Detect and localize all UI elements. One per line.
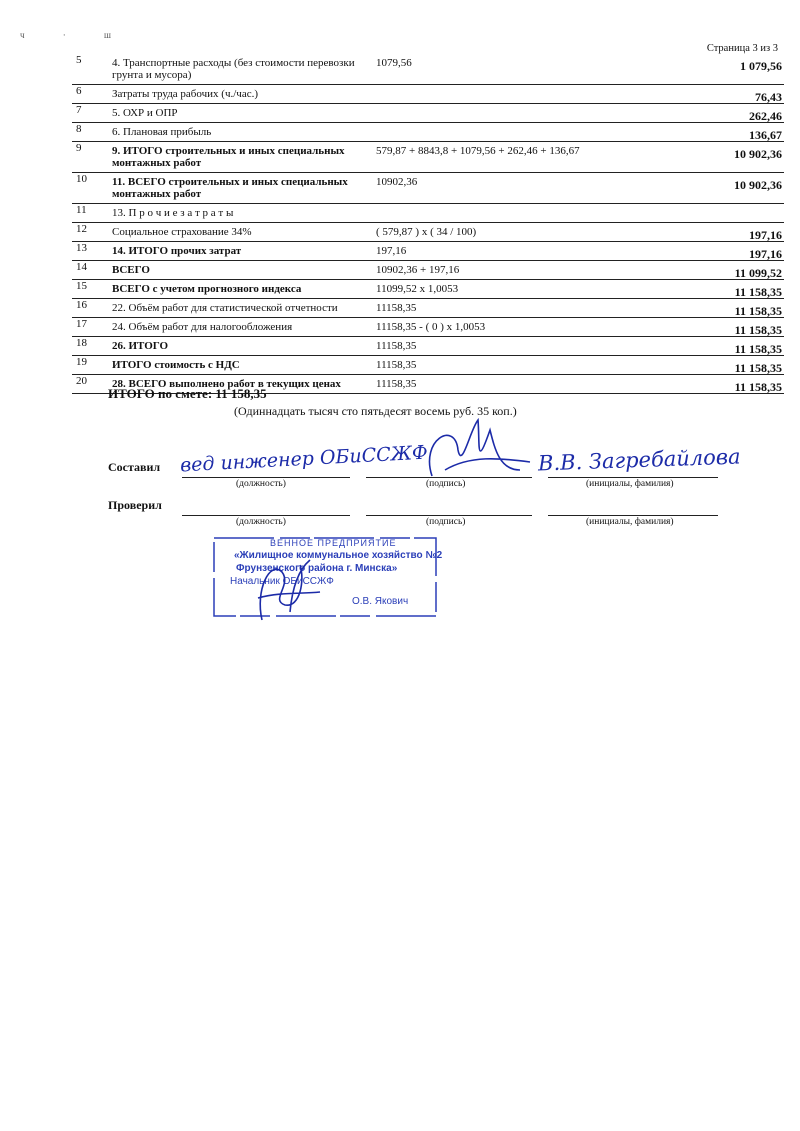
row-number: 13 — [72, 242, 112, 261]
row-value: 11 158,35 — [608, 299, 784, 318]
row-number: 20 — [72, 375, 112, 394]
row-number: 16 — [72, 299, 112, 318]
row-number: 10 — [72, 173, 112, 204]
row-value: 11 158,35 — [608, 280, 784, 299]
row-formula: 11158,35 — [376, 375, 608, 394]
row-name: 22. Объём работ для статистической отчетности — [112, 299, 376, 318]
signature-caption: (подпись) — [426, 479, 466, 489]
row-value: 76,43 — [608, 85, 784, 104]
row-number: 5 — [72, 54, 112, 85]
row-formula: 1079,56 — [376, 54, 608, 85]
stamp-line-5: О.В. Якович — [352, 596, 409, 607]
row-name: 24. Объём работ для налогообложения — [112, 318, 376, 337]
row-value: 11 158,35 — [608, 337, 784, 356]
row-name: Социальное страхование 34% — [112, 223, 376, 242]
row-value: 11 158,35 — [608, 356, 784, 375]
row-name: ИТОГО стоимость с НДС — [112, 356, 376, 375]
handwritten-position: вед инженер ОБиССЖФ — [179, 441, 429, 477]
position-caption: (должность) — [236, 517, 286, 527]
row-formula: 10902,36 + 197,16 — [376, 261, 608, 280]
row-value: 11 158,35 — [608, 318, 784, 337]
name-caption: (инициалы, фамилия) — [586, 517, 674, 527]
stamp-line-1: ВЕННОЕ ПРЕДПРИЯТИЕ — [270, 538, 397, 548]
row-number: 19 — [72, 356, 112, 375]
row-number: 14 — [72, 261, 112, 280]
compiled-signature-scribble — [430, 420, 530, 476]
stamp-line-3: Фрунзенского района г. Минска» — [236, 563, 398, 574]
estimate-total: ИТОГО по смете: 11 158,35 — [108, 386, 267, 401]
row-value: 262,46 — [608, 104, 784, 123]
row-value: 10 902,36 — [608, 173, 784, 204]
row-number: 12 — [72, 223, 112, 242]
row-number: 15 — [72, 280, 112, 299]
row-number: 9 — [72, 142, 112, 173]
checked-signature-scribble — [258, 560, 320, 620]
page-number: Страница 3 из 3 — [706, 43, 778, 54]
stamp-line-4: Начальник ОБиССЖФ — [230, 576, 334, 587]
row-name: ВСЕГО с учетом прогнозного индекса — [112, 280, 376, 299]
row-number: 18 — [72, 337, 112, 356]
row-formula: 11158,35 — [376, 337, 608, 356]
row-name: 11. ВСЕГО строительных и иных специальных монтажных работ — [112, 173, 376, 204]
row-name: 13. П р о ч и е з а т р а т ы — [112, 204, 376, 223]
row-formula: 11158,35 — [376, 356, 608, 375]
row-formula: 11099,52 x 1,0053 — [376, 280, 608, 299]
row-name: 9. ИТОГО строительных и иных специальных монтажных работ — [112, 142, 376, 173]
handwritten-name: В.В. Загребайлова — [537, 444, 741, 476]
row-name: 6. Плановая прибыль — [112, 123, 376, 142]
signature-caption: (подпись) — [426, 517, 466, 527]
row-name: 14. ИТОГО прочих затрат — [112, 242, 376, 261]
row-formula: 11158,35 — [376, 299, 608, 318]
row-number: 7 — [72, 104, 112, 123]
row-name: 5. ОХР и ОПР — [112, 104, 376, 123]
name-caption: (инициалы, фамилия) — [586, 479, 674, 489]
compiled-by-label: Составил — [108, 460, 161, 474]
row-number: 8 — [72, 123, 112, 142]
stamp-line-2: «Жилищное коммунальное хозяйство №2 — [234, 550, 443, 561]
row-value: 197,16 — [608, 242, 784, 261]
row-name: Затраты труда рабочих (ч./час.) — [112, 85, 376, 104]
row-formula: 197,16 — [376, 242, 608, 261]
row-number: 17 — [72, 318, 112, 337]
row-formula: 10902,36 — [376, 173, 608, 204]
row-name: 28. ВСЕГО выполнено работ в текущих ценах — [112, 375, 376, 394]
row-name: 4. Транспортные расходы (без стоимости перевозки грунта и мусора) — [112, 54, 376, 85]
row-value: 1 079,56 — [608, 54, 784, 85]
scan-marks: ч · ш — [20, 30, 129, 40]
row-value: 10 902,36 — [608, 142, 784, 173]
row-formula: 11158,35 - ( 0 ) x 1,0053 — [376, 318, 608, 337]
checked-by-label: Проверил — [108, 498, 162, 512]
row-value: 197,16 — [608, 223, 784, 242]
row-formula: ( 579,87 ) x ( 34 / 100) — [376, 223, 608, 242]
row-value: 11 158,35 — [608, 375, 784, 394]
position-caption: (должность) — [236, 479, 286, 489]
estimate-total-in-words: (Одиннадцать тысяч сто пятьдесят восемь руб. 35 коп.) — [234, 404, 517, 418]
row-number: 6 — [72, 85, 112, 104]
row-formula: 579,87 + 8843,8 + 1079,56 + 262,46 + 136,67 — [376, 142, 608, 173]
row-value: 11 099,52 — [608, 261, 784, 280]
row-number: 11 — [72, 204, 112, 223]
row-name: ВСЕГО — [112, 261, 376, 280]
row-name: 26. ИТОГО — [112, 337, 376, 356]
row-value: 136,67 — [608, 123, 784, 142]
